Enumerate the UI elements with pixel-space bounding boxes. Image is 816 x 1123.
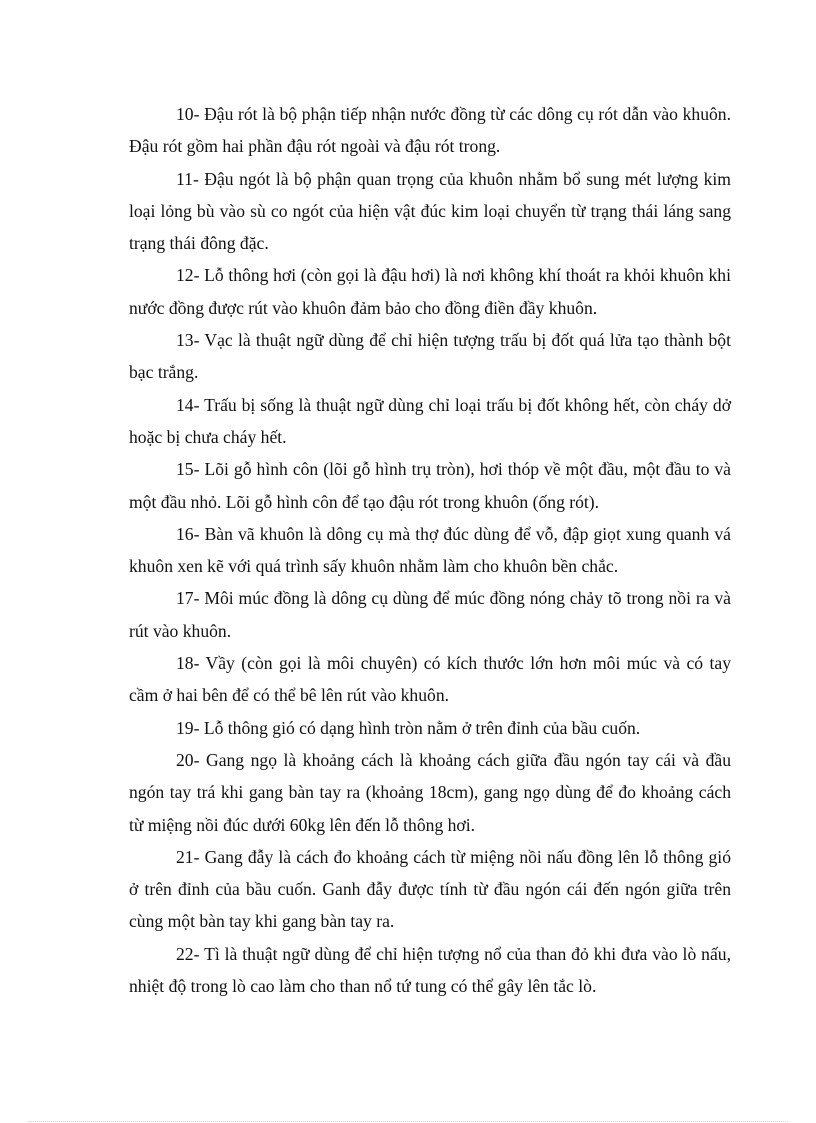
document-body xyxy=(129,98,731,1002)
definition-paragraph-12: 12- Lỗ thông hơi (còn gọi là đậu hơi) là nơi không khí thoát ra khỏi khuôn khi nước đồng được rút vào khuôn đảm bảo cho đồng điền đầy khuôn. xyxy=(129,265,731,318)
definition-paragraph-13: 13- Vạc là thuật ngữ dùng để chỉ hiện tượng trấu bị đốt quá lửa tạo thành bột bạc trắng. xyxy=(129,330,731,383)
definition-paragraph-14: 14- Trấu bị sống là thuật ngữ dùng chỉ loại trấu bị đốt không hết, còn cháy dở hoặc bị chưa cháy hết. xyxy=(129,394,731,447)
definition-paragraph-18: 18- Vầy (còn gọi là môi chuyên) có kích thước lớn hơn môi múc và có tay cầm ở hai bên để có thể bê lên rút vào khuôn. xyxy=(129,653,731,706)
definition-paragraph-19: 19- Lỗ thông gió có dạng hình tròn nằm ở trên đỉnh của bầu cuốn. xyxy=(176,717,641,738)
definition-paragraph-11: 11- Đậu ngót là bộ phận quan trọng của khuôn nhằm bổ sung mét lượng kim loại lỏng bù vào sù co ngót của hiện vật đúc kim loại chuyển từ trạng thái láng sang trạng thái đông đặc. xyxy=(129,168,731,254)
definition-paragraph-22: 22- Tì là thuật ngữ dùng để chỉ hiện tượng nổ của than đỏ khi đưa vào lò nấu, nhiệt độ trong lò cao làm cho than nổ tứ tung có thể gây lên tắc lò. xyxy=(129,943,731,997)
definition-paragraph-21: 21- Gang đẫy là cách đo khoảng cách từ miệng nồi nấu đồng lên lỗ thông gió ở trên đỉnh của bầu cuốn. Ganh đẫy được tính từ đầu ngón cái đến ngón giữa trên cùng một bàn tay khi gang bàn tay ra. xyxy=(129,846,731,932)
definition-paragraph-10: 10- Đậu rót là bộ phận tiếp nhận nước đồng từ các dông cụ rót dẫn vào khuôn. Đậu rót gồm hai phần đậu rót ngoài và đậu rót trong. xyxy=(129,104,731,157)
page-bottom-divider xyxy=(28,1121,788,1122)
definition-paragraph-15: 15- Lõi gỗ hình côn (lõi gỗ hình trụ tròn), hơi thóp về một đầu, một đầu to và một đầu nhỏ. Lõi gỗ hình côn để tạo đậu rót trong khuôn (ống rót). xyxy=(129,459,731,512)
definition-paragraph-20: 20- Gang ngọ là khoảng cách là khoảng cách giữa đầu ngón tay cái và đầu ngón tay trá khi gang bàn tay ra (khoảng 18cm), gang ngọ dùng để đo khoảng cách từ miệng nồi đúc dưới 60kg lên đến lỗ thông hơi. xyxy=(129,749,731,835)
definition-paragraph-16: 16- Bàn vã khuôn là dông cụ mà thợ đúc dùng để vỗ, đập giọt xung quanh vá khuôn xen kẽ với quá trình sấy khuôn nhằm làm cho khuôn bền chắc. xyxy=(129,523,731,577)
definition-paragraph-17: 17- Môi múc đồng là dông cụ dùng để múc đồng nóng chảy tõ trong nồi ra và rút vào khuôn. xyxy=(129,588,731,641)
